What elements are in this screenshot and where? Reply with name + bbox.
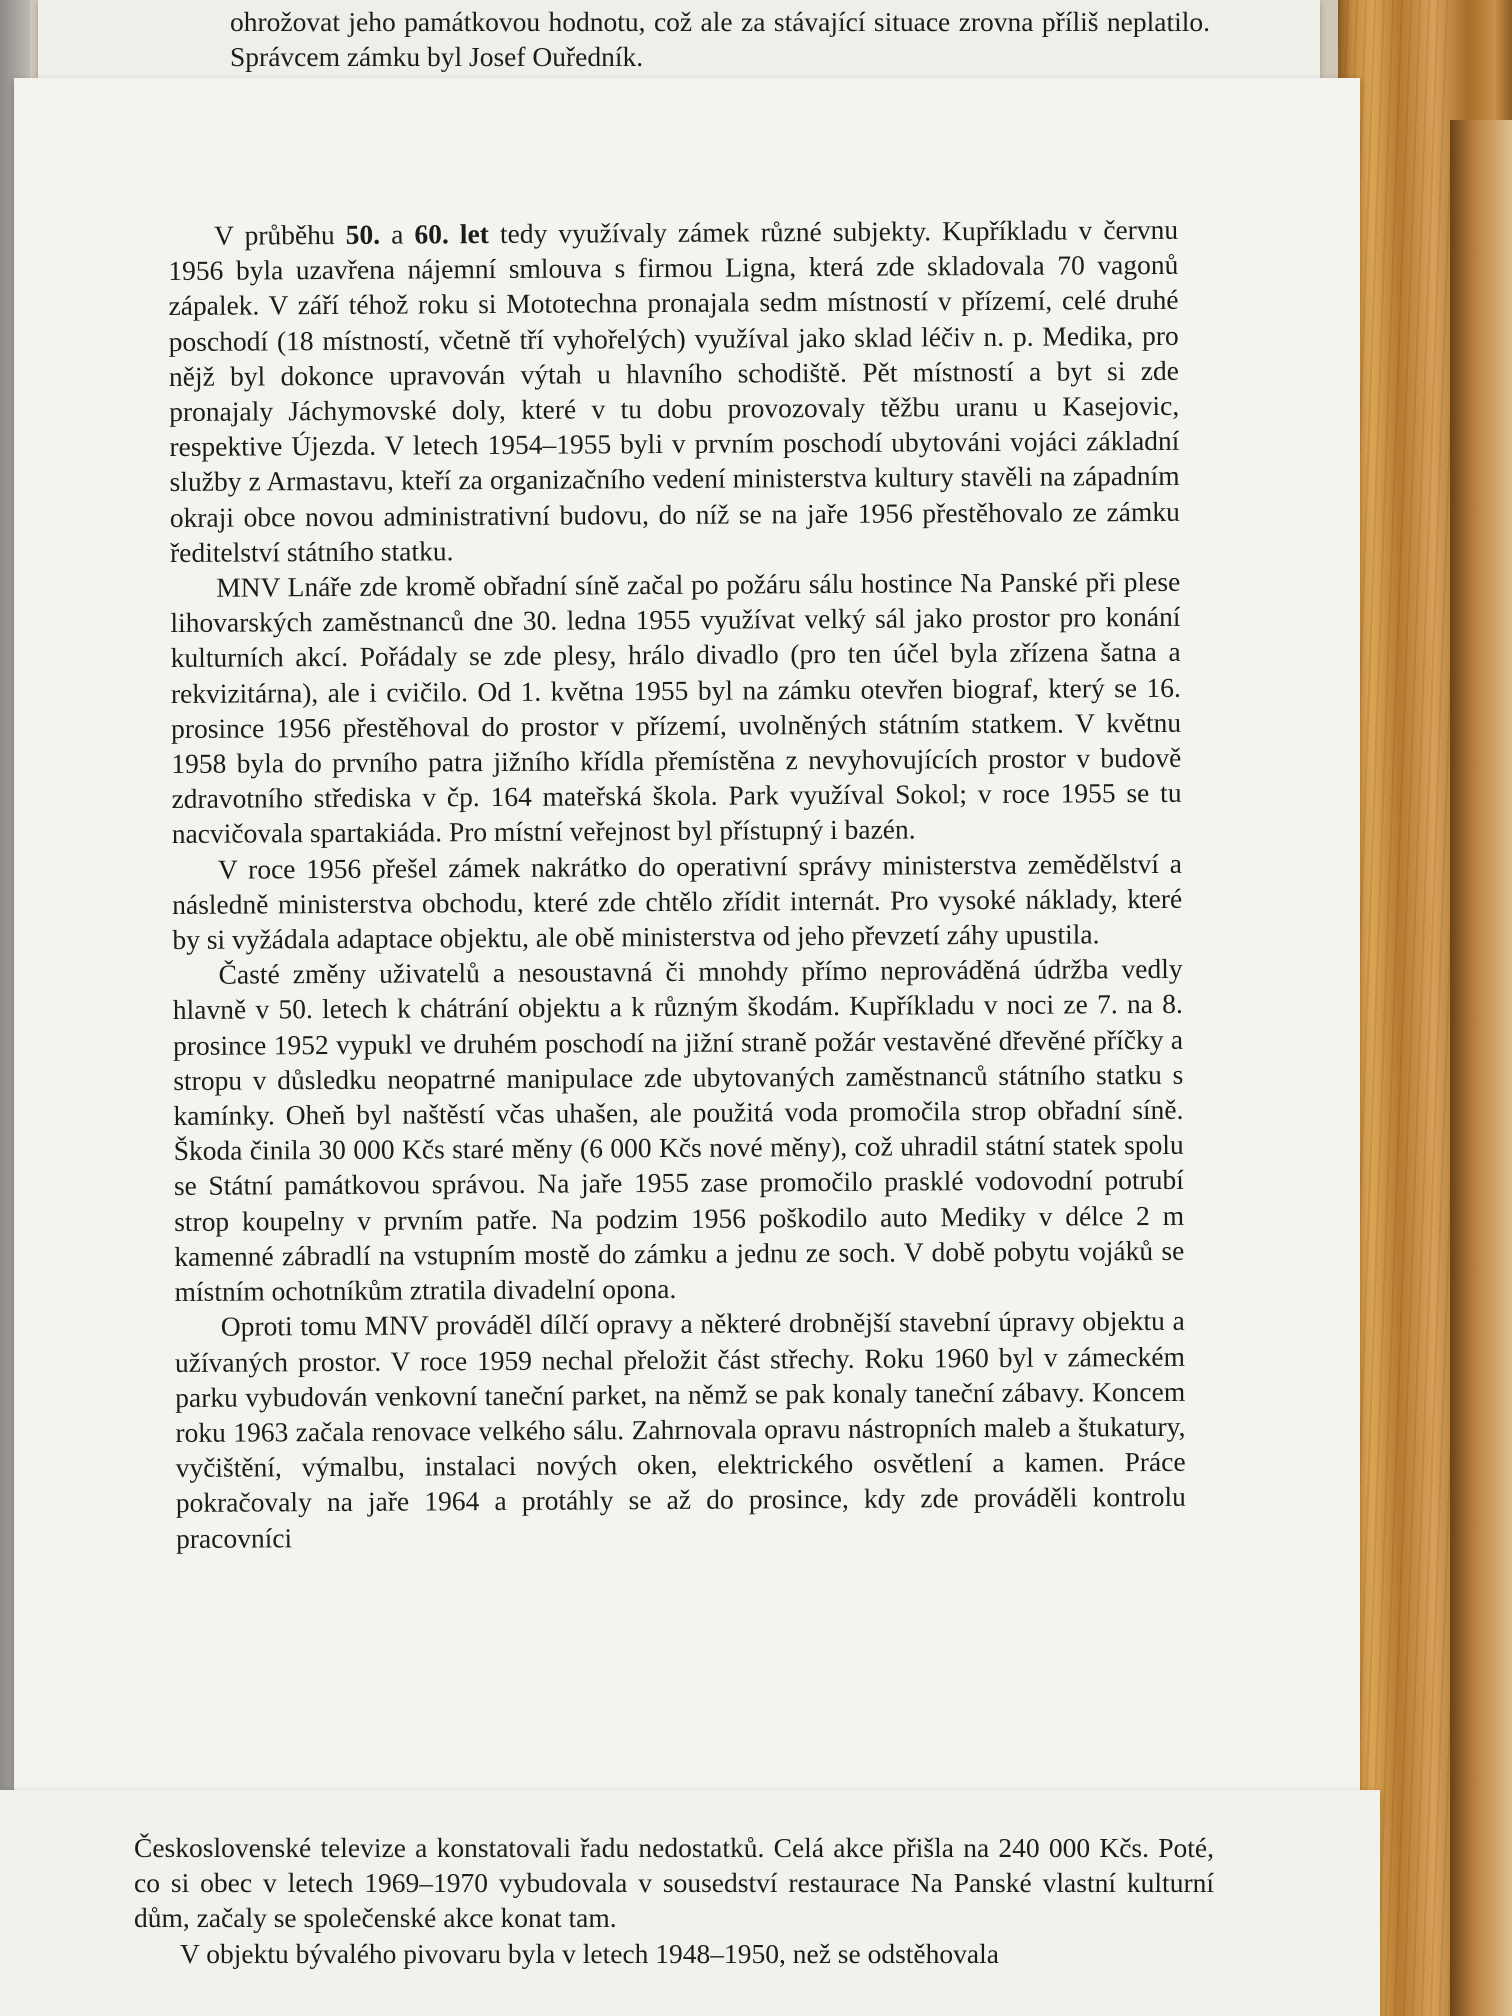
bottom-sheet-text	[134, 1830, 1214, 1971]
paragraph-4: Časté změny uživatelů a nesoustavná či mnohdy přímo neprováděná údržba vedly hlavně v 50. letech k chátrání objektu a k různým škodám. Kupříkladu v noci ze 7. na 8. prosince 1952 vypukl ve druhém poschodí na jižní straně požár vestavěné dřevěné příčky a stropu v důsledku neopatrné manipulace zde ubytovaných zaměstnanců státního statku s kamínky. Oheň byl naštěstí včas uhašen, ale použitá voda promočila strop obřadní síně. Škoda činila 30 000 Kčs staré měny (6 000 Kčs nové měny), což uhradil státní statek spolu se Státní památkovou správou. Na jaře 1955 zase promočilo prasklé vodovodní potrubí strop koupelny v prvním patře. Na podzim 1956 poškodilo auto Mediky v délce 2 m kamenné zábradlí na vstupním mostě do zámku a jednu ze soch. V době pobytu vojáků se místním ochotníkům ztratila divadelní opona.	[172, 953, 1185, 1308]
bold-decade-50: 50.	[345, 218, 381, 250]
bold-decade-60: 60. let	[414, 218, 489, 250]
paragraph-1-lead: V průběhu	[214, 218, 346, 251]
bottom-paragraph-2: V objektu bývalého pivovaru byla v letech 1948–1950, než se odstěhovala	[180, 1937, 999, 1969]
paragraph-5: Oproti tomu MNV prováděl dílčí opravy a některé drobnější stavební úpravy objektu a užívaných prostor. V roce 1959 nechal přeložit část střechy. Roku 1960 byl v zámeckém parku vybudován venkovní taneční parket, na němž se pak konaly taneční zábavy. Koncem roku 1963 začala renovace velkého sálu. Zahrnovala opravu nástropních maleb a štukatury, vyčištění, výmalbu, instalaci nových oken, elektrického osvětlení a kamen. Práce pokračovaly na jaře 1964 a protáhly se až do prosince, kdy zde prováděli kontrolu pracovníci	[174, 1305, 1186, 1554]
bottom-paper-sheet	[0, 1790, 1380, 2016]
bottom-paragraph-1: Československé televize a konstatovali řadu nedostatků. Celá akce přišla na 240 000 Kčs. Poté, co si obec v letech 1969–1970 vybudovala v sousedství restaurace Na Panské vlastní kulturní dům, začaly se společenské akce konat tam.	[134, 1832, 1214, 1934]
wooden-frame-inner	[1450, 120, 1512, 2016]
main-sheet-text	[168, 212, 1186, 1556]
paragraph-2: MNV Lnáře zde kromě obřadní síně začal po požáru sálu hostince Na Panské při plese lihovarských zaměstnanců dne 30. ledna 1955 využívat velký sál jako prostor pro konání kulturních akcí. Pořádaly se zde plesy, hrálo divadlo (pro ten účel byla zřízena šatna a rekvizitárna), ale i cvičilo. Od 1. května 1955 byl na zámku otevřen biograf, který se 16. prosince 1956 přestěhoval do prostor v přízemí, uvolněných státním statkem. V květnu 1958 byla do prvního patra jižního křídla přemístěna z nevyhovujících prostor v budově zdravotního střediska v čp. 164 mateřská škola. Park využíval Sokol; v roce 1955 se tu nacvičovala spartakiáda. Pro místní veřejnost byl přístupný i bazén.	[170, 565, 1182, 850]
main-paper-sheet	[14, 78, 1360, 1796]
paragraph-1-conjunction: a	[379, 218, 415, 250]
paragraph-3: V roce 1956 přešel zámek nakrátko do operativní správy ministerstva zemědělství a následně ministerstva obchodu, které zde chtělo zřídit internát. Pro vysoké náklady, které by si vyžádala adaptace objektu, ale obě ministerstva od jeho převzetí záhy upustila.	[172, 847, 1183, 956]
paragraph-1-body: tedy využívaly zámek různé subjekty. Kupříkladu v červnu 1956 byla uzavřena nájemní smlouva s firmou Ligna, která zde skladovala 70 vagonů zápalek. V září téhož roku si Mototechna pronajala sedm místností v přízemí, celé druhé poschodí (18 místností, včetně tří vyhořelých) využíval jako sklad léčiv n. p. Medika, pro nějž byl dokonce upravován výtah u hlavního schodiště. Pět místností a byt si zde pronajaly Jáchymovské doly, které v tu dobu provozovaly těžbu uranu u Kasejovic, respektive Újezda. V letech 1954–1955 byli v prvním poschodí ubytováni vojáci základní služby z Armastavu, kteří za organizačního vedení ministerstva kultury stavěli na západním okraji obce novou administrativní budovu, do níž se na jaře 1956 přestěhovalo ze zámku ředitelství státního statku.	[168, 213, 1180, 568]
top-paper-sheet	[38, 0, 1320, 78]
paragraph-1	[168, 212, 1180, 570]
top-sheet-paragraph: ohrožovat jeho památkovou hodnotu, což ale za stávající situace zrovna příliš neplatilo. Správcem zámku byl Josef Ouředník.	[230, 6, 1210, 73]
top-sheet-text	[230, 4, 1210, 74]
